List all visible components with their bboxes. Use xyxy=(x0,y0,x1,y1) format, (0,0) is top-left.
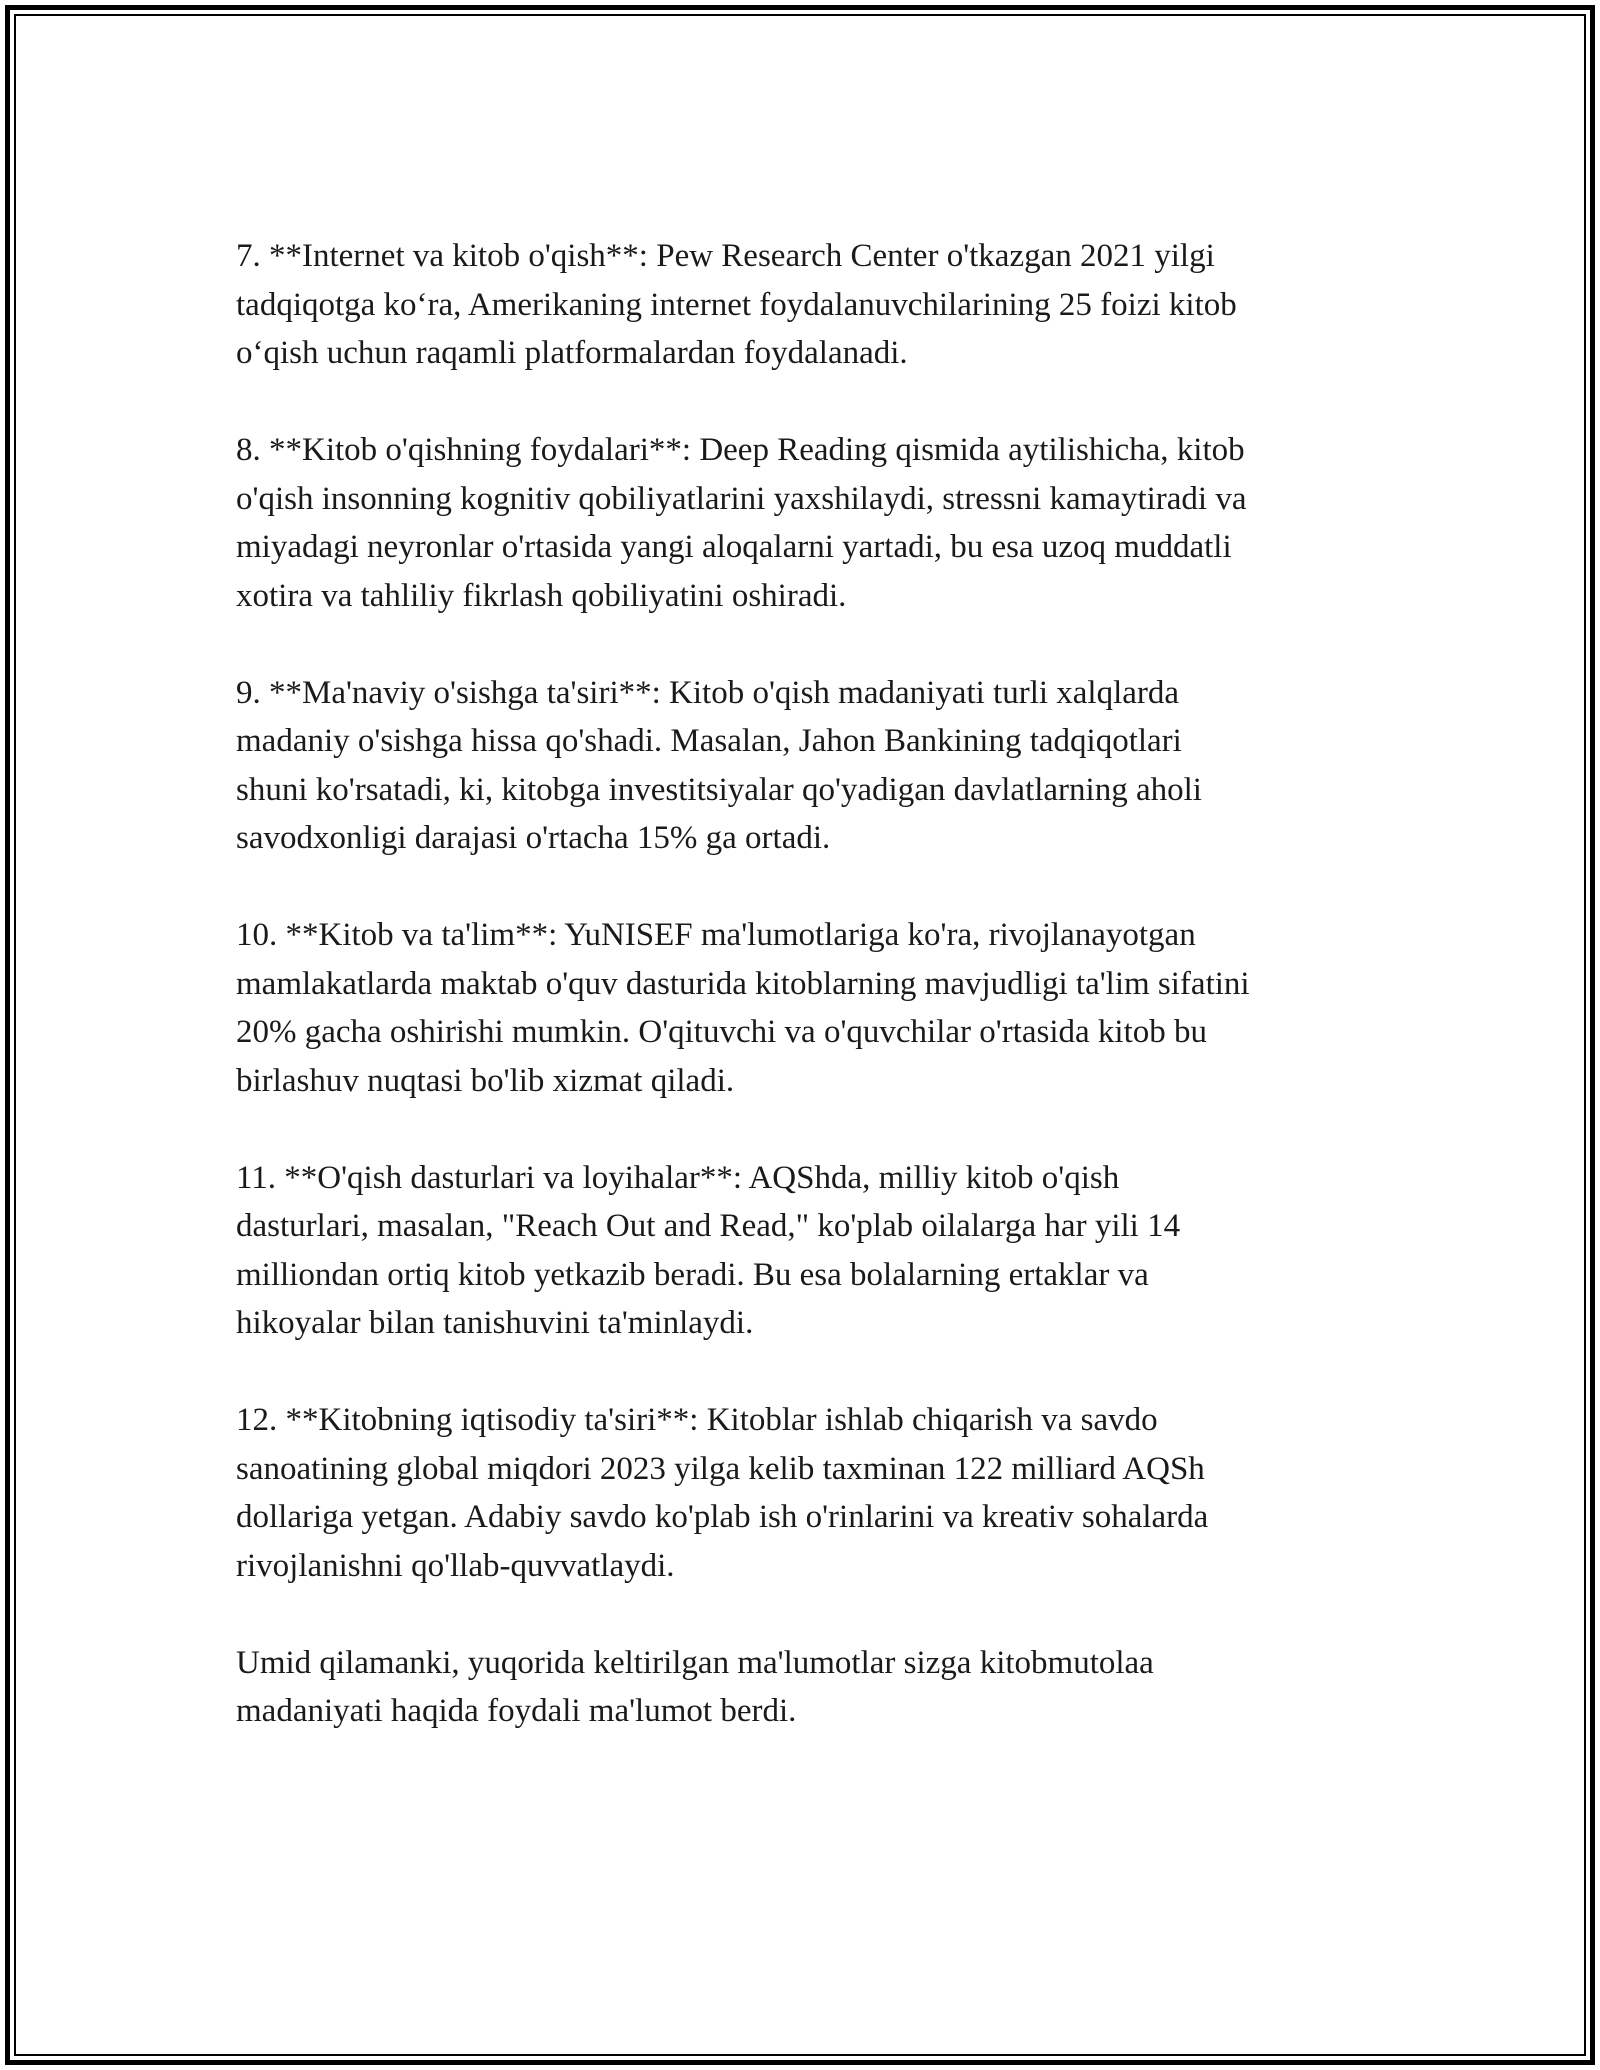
paragraph-reading-benefits: 8. **Kitob o'qishning foydalari**: Deep Reading qismida aytilishicha, kitob o'qish insonning kognitiv qobiliyatlarini yaxshilaydi, stressni kamaytiradi va miyadagi neyronlar o'rtasida yangi aloqalarni yartadi, bu esa uzoq muddatli xotira va tahliliy fikrlash qobiliyatini oshiradi. xyxy=(236,432,1247,614)
document-body xyxy=(236,232,1396,1736)
paragraph-spiritual-growth: 9. **Ma'naviy o'sishga ta'siri**: Kitob o'qish madaniyati turli xalqlarda madaniy o'sishga hissa qo'shadi. Masalan, Jahon Bankining tadqiqotlari shuni ko'rsatadi, ki, kitobga investitsiyalar qo'yadigan davlatlarning aholi savodxonligi darajasi o'rtacha 15% ga ortadi. xyxy=(236,674,1202,856)
paragraph-internet-reading: 7. **Internet va kitob o'qish**: Pew Research Center o'tkazgan 2021 yilgi tadqiqotga ko‘ra, Amerikaning internet foydalanuvchilarining 25 foizi kitob o‘qish uchun raqamli platformalardan foydalanadi. xyxy=(236,238,1237,371)
paragraph-books-education: 10. **Kitob va ta'lim**: YuNISEF ma'lumotlariga ko'ra, rivojlanayotgan mamlakatlarda maktab o'quv dasturida kitoblarning mavjudligi ta'lim sifatini 20% gacha oshirishi mumkin. O'qituvchi va o'quvchilar o'rtasida kitob bu birlashuv nuqtasi bo'lib xizmat qiladi. xyxy=(236,917,1250,1099)
paragraph-closing: Umid qilamanki, yuqorida keltirilgan ma'lumotlar sizga kitobmutolaa madaniyati haqida foydali ma'lumot berdi. xyxy=(236,1644,1154,1729)
paragraph-reading-programs: 11. **O'qish dasturlari va loyihalar**: AQShda, milliy kitob o'qish dasturlari, masalan, "Reach Out and Read," ko'plab oilalarga har yili 14 milliondan ortiq kitob yetkazib beradi. Bu esa bolalarning ertaklar va hikoyalar bilan tanishuvini ta'minlaydi. xyxy=(236,1159,1181,1341)
paragraph-economic-impact: 12. **Kitobning iqtisodiy ta'siri**: Kitoblar ishlab chiqarish va savdo sanoatining global miqdori 2023 yilga kelib taxminan 122 milliard AQSh dollariga yetgan. Adabiy savdo ko'plab ish o'rinlarini va kreativ sohalarda rivojlanishni qo'llab-quvvatlaydi. xyxy=(236,1402,1209,1584)
